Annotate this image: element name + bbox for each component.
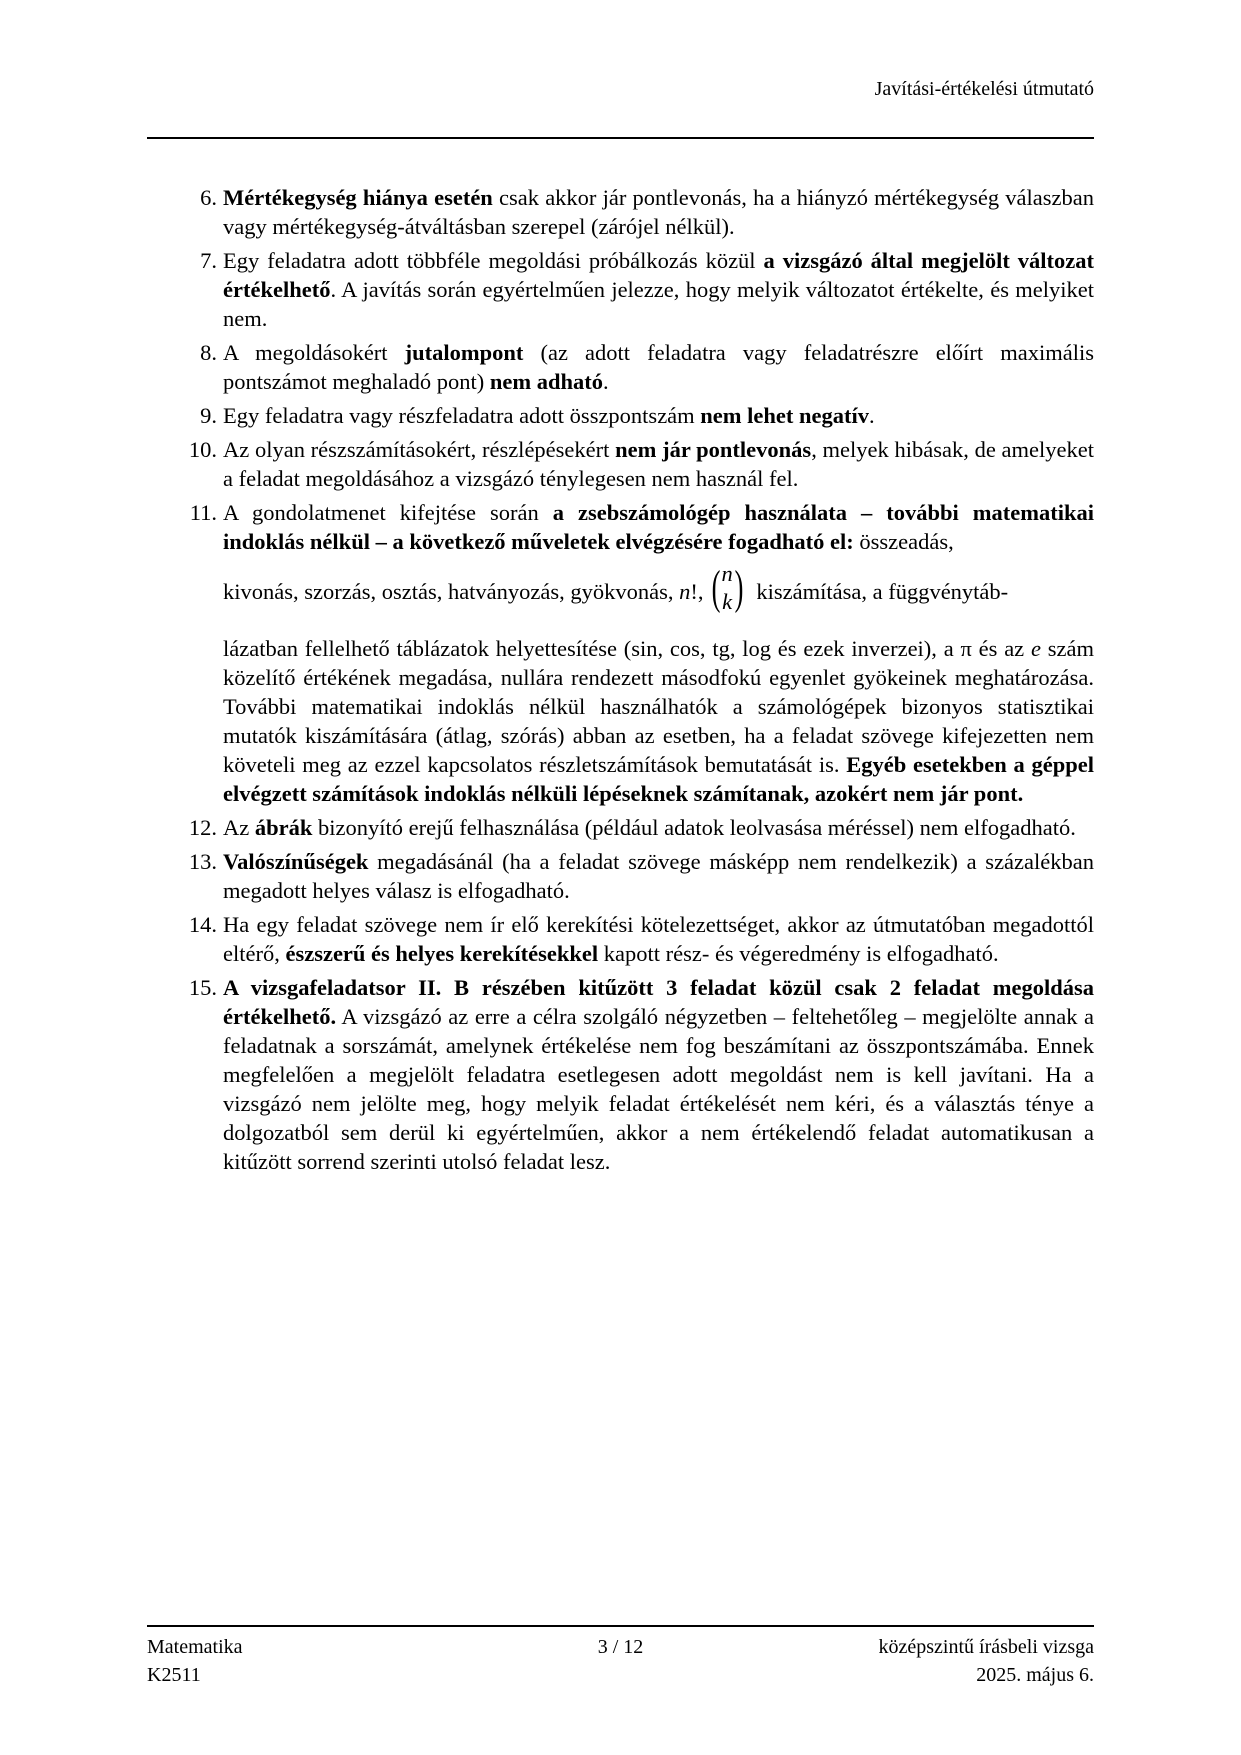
bold-span: észszerű és helyes kerekítésekkel bbox=[285, 941, 599, 966]
bold-span: nem jár pontlevonás bbox=[615, 437, 812, 462]
text-span: (az adott feladatra vagy feladatrészre előírt maximális pontszámot meghaladó pont) bbox=[223, 340, 1094, 394]
bold-span: nem lehet negatív bbox=[700, 403, 870, 428]
bold-span: Mértékegység hiánya esetén bbox=[223, 185, 493, 210]
bold-span: jutalompont bbox=[404, 340, 524, 365]
text-span: kapott rész- és végeredmény is elfogadható. bbox=[598, 941, 999, 966]
text-span: Ha egy feladat szövege nem ír elő kerekítési kötelezettséget, akkor az útmutatóban megadottól eltérő, bbox=[223, 912, 1094, 966]
text-span: . bbox=[602, 369, 609, 394]
list-item bbox=[147, 847, 1094, 905]
list-item bbox=[147, 435, 1094, 493]
text-span: Egy feladatra vagy részfeladatra adott összpontszám bbox=[223, 403, 701, 428]
item-text bbox=[223, 813, 1094, 842]
item-number: 15. bbox=[188, 975, 217, 1000]
text-span: Az bbox=[223, 815, 255, 840]
text-span: megadásánál (ha a feladat szövege másképp nem rendelkezik) a százalékban megadott helyes válasz is elfogadható. bbox=[223, 849, 1094, 903]
text-span: A megoldásokért bbox=[223, 340, 405, 365]
footer-rule bbox=[147, 1625, 1094, 1627]
text-span: bizonyító erejű felhasználása (például adatok leolvasása méréssel) nem elfogadható. bbox=[312, 815, 1076, 840]
list-item bbox=[147, 813, 1094, 842]
bold-span: a zsebszámológép használata – további matematikai indoklás nélkül – a következő műveletek elvégzésére fogadható el: bbox=[223, 500, 1094, 554]
item-number: 9. bbox=[200, 403, 217, 428]
list-item bbox=[147, 183, 1094, 241]
binom-bottom: k bbox=[722, 589, 733, 614]
bold-span: a vizsgázó által megjelölt változat értékelhető bbox=[223, 248, 1094, 302]
text-span: kiszámítása, a függvénytáb- bbox=[750, 579, 1009, 605]
item-text bbox=[223, 401, 1094, 430]
footer-code: K2511 bbox=[147, 1664, 201, 1686]
footer-date: 2025. május 6. bbox=[976, 1664, 1094, 1686]
list-item bbox=[147, 401, 1094, 430]
text-span: A vizsgázó az erre a célra szolgáló négyzetben – feltehetőleg – megjelölte annak a feladatnak a sorszámát, amelynek értékelése nem fog beszámítani az összpontszámába. Ennek megfelelően a megjelölt feladatra esetlegesen adott megoldást nem is kell javítani. Ha a vizsgázó nem jelölte meg, hogy melyik feladat értékelését nem kéri, és a választás ténye a dolgozatból sem derül ki egyértelműen, akkor a nem értékelendő feladat automatikusan a kitűzött sorrend szerinti utolsó feladat lesz. bbox=[223, 1004, 1094, 1174]
item-number: 11. bbox=[189, 500, 217, 525]
right-paren: ) bbox=[734, 561, 744, 614]
item-number: 14. bbox=[188, 912, 217, 937]
text-span: Az olyan részszámításokért, részlépésekért bbox=[223, 437, 616, 462]
item-number: 10. bbox=[188, 437, 217, 462]
header-title: Javítási-értékelési útmutató bbox=[874, 78, 1094, 100]
bold-span: Valószínűségek bbox=[223, 849, 369, 874]
list-item bbox=[147, 910, 1094, 968]
text-span: . A javítás során egyértelműen jelezze, hogy melyik változatot értékelte, és melyiket nem. bbox=[223, 277, 1094, 331]
text-span: lázatban fellelhető táblázatok helyettesítése (sin, cos, tg, log és ezek inverzei), a π és az bbox=[223, 636, 1031, 661]
guideline-list bbox=[147, 183, 1094, 1181]
item-text bbox=[223, 246, 1094, 333]
header-rule bbox=[147, 137, 1094, 139]
list-item bbox=[147, 338, 1094, 396]
list-item bbox=[147, 973, 1094, 1176]
formula-line bbox=[223, 561, 1094, 618]
e-variable: e bbox=[1030, 636, 1041, 661]
text-span: összeadás, bbox=[853, 529, 954, 554]
item-text bbox=[223, 498, 1094, 808]
text-span: Egy feladatra adott többféle megoldási próbálkozás közül bbox=[223, 248, 764, 273]
list-item bbox=[147, 246, 1094, 333]
bold-span: ábrák bbox=[254, 815, 313, 840]
item-text bbox=[223, 847, 1094, 905]
bold-span: nem adható bbox=[489, 369, 603, 394]
binomial-coefficient bbox=[708, 558, 747, 618]
item-number: 6. bbox=[200, 185, 217, 210]
left-paren: ( bbox=[711, 561, 720, 614]
footer-exam: középszintű írásbeli vizsga bbox=[878, 1636, 1094, 1658]
item-text bbox=[223, 973, 1094, 1176]
item-number: 13. bbox=[188, 849, 217, 874]
item-number: 7. bbox=[200, 248, 217, 273]
item-text bbox=[223, 435, 1094, 493]
item-text bbox=[223, 183, 1094, 241]
item-number: 8. bbox=[200, 340, 217, 365]
item-text bbox=[223, 338, 1094, 396]
text-span: szám közelítő értékének megadása, nullára rendezett másodfokú egyenlet gyökeinek meghatározása. További matematikai indoklás nélkül használhatók a számológépek bizonyos statisztikai mutatók kiszámítására (átlag, szórás) abban az esetben, ha a feladat szövege kifejezetten nem követeli meg az ezzel kapcsolatos részletszámítások bemutatását is. bbox=[223, 636, 1094, 777]
page-number: 3 / 12 bbox=[597, 1636, 644, 1658]
item-number: 12. bbox=[188, 815, 217, 840]
bold-span: Egyéb esetekben a géppel elvégzett számítások indoklás nélküli lépéseknek számítanak, azokért nem jár pont. bbox=[223, 752, 1094, 806]
factorial-symbol: !, bbox=[690, 579, 704, 605]
text-span: A gondolatmenet kifejtése során bbox=[223, 500, 553, 525]
text-span: , melyek hibásak, de amelyeket a feladat megoldásához a vizsgázó ténylegesen nem használ fel. bbox=[223, 437, 1094, 491]
binom-top: n bbox=[721, 561, 733, 586]
n-variable: n bbox=[679, 579, 691, 605]
page-footer bbox=[147, 1633, 1094, 1689]
text-span: kivonás, szorzás, osztás, hatványozás, gyökvonás, bbox=[223, 579, 680, 605]
text-span: csak akkor jár pontlevonás, ha a hiányzó mértékegység válaszban vagy mértékegység-átváltásban szerepel (zárójel nélkül). bbox=[223, 185, 1094, 239]
footer-subject: Matematika bbox=[147, 1636, 243, 1658]
item-text bbox=[223, 910, 1094, 968]
list-item-11 bbox=[147, 498, 1094, 808]
bold-span: A vizsgafeladatsor II. B részében kitűzött 3 feladat közül csak 2 feladat megoldása értékelhető. bbox=[223, 975, 1094, 1029]
text-span: . bbox=[869, 403, 875, 428]
